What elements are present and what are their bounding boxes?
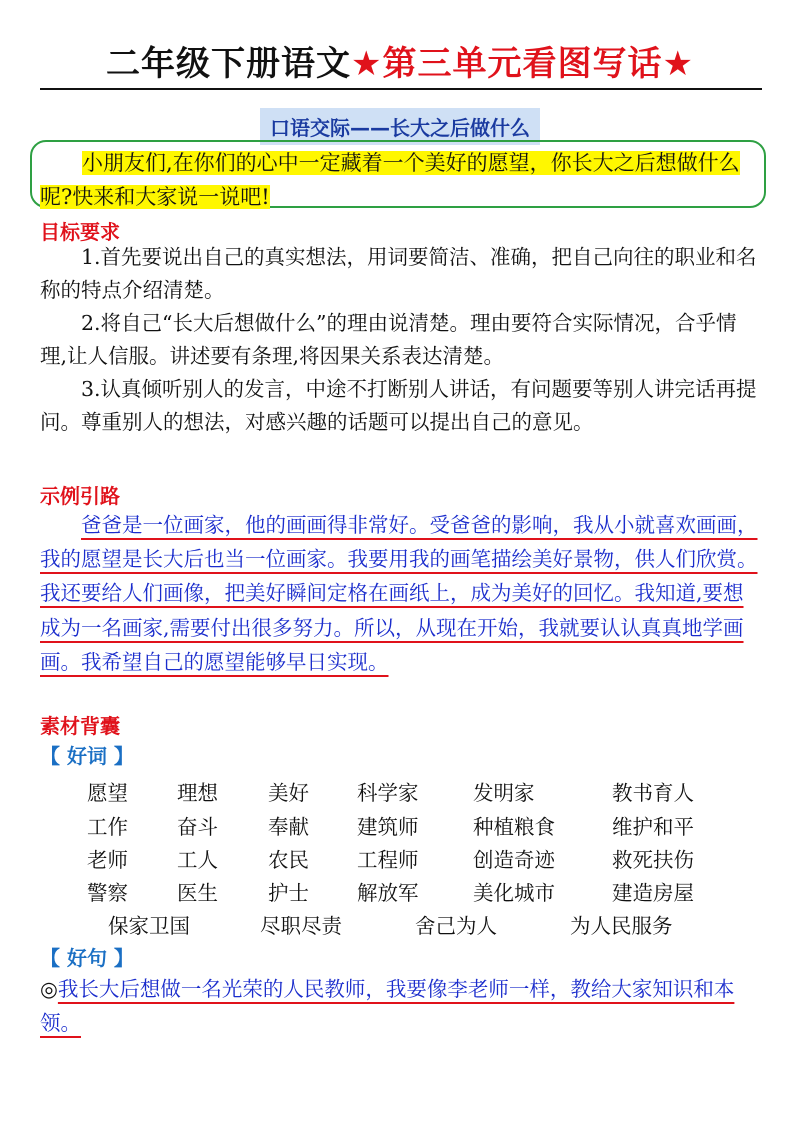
word-item: 救死扶伤 bbox=[612, 848, 694, 872]
word-item: 美好 bbox=[268, 781, 309, 805]
word-item: 解放军 bbox=[357, 881, 419, 905]
goal-item-2: 2.将自己“长大后想做什么”的理由说清楚。理由要符合实际情况，合乎情理,让人信服。讲述要有条理,将因果关系表达清楚。 bbox=[40, 311, 737, 368]
word-item: 建造房屋 bbox=[612, 881, 694, 905]
word-item: 科学家 bbox=[357, 781, 419, 805]
word-item: 尽职尽责 bbox=[260, 914, 342, 938]
title-grade: 二年级下册语文 bbox=[106, 44, 352, 84]
intro-text bbox=[40, 146, 762, 214]
title-unit: ★第三单元看图写话★ bbox=[351, 44, 694, 84]
word-item: 保家卫国 bbox=[108, 914, 190, 938]
good-sentence bbox=[40, 972, 762, 1040]
word-item: 工作 bbox=[87, 815, 128, 839]
word-item: 种植粮食 bbox=[473, 815, 555, 839]
intro-highlight: 小朋友们,在你们的心中一定藏着一个美好的愿望，你长大之后想做什么呢?快来和大家说一说吧! bbox=[40, 151, 740, 209]
word-item: 维护和平 bbox=[612, 815, 694, 839]
word-item: 发明家 bbox=[473, 781, 535, 805]
word-item: 农民 bbox=[268, 848, 309, 872]
word-item: 建筑师 bbox=[357, 815, 419, 839]
word-item: 理想 bbox=[177, 781, 218, 805]
materials-heading: 素材背囊 bbox=[40, 714, 120, 738]
page-title bbox=[0, 36, 800, 85]
title-divider bbox=[40, 88, 762, 90]
example-paragraph bbox=[40, 508, 762, 679]
word-item: 护士 bbox=[268, 881, 309, 905]
word-item: 工人 bbox=[177, 848, 218, 872]
goal-item-3: 3.认真倾听别人的发言，中途不打断别人讲话，有问题要等别人讲完话再提问。尊重别人的想法，对感兴趣的话题可以提出自己的意见。 bbox=[40, 377, 757, 434]
word-item: 警察 bbox=[87, 881, 128, 905]
word-item: 工程师 bbox=[357, 848, 419, 872]
section-subtitle: 口语交际——长大之后做什么 bbox=[260, 108, 540, 145]
word-item: 医生 bbox=[177, 881, 218, 905]
goals-heading: 目标要求 bbox=[40, 220, 120, 244]
word-item: 奉献 bbox=[268, 815, 309, 839]
word-item: 老师 bbox=[87, 848, 128, 872]
word-item: 奋斗 bbox=[177, 815, 218, 839]
example-text: 爸爸是一位画家，他的画画得非常好。受爸爸的影响，我从小就喜欢画画，我的愿望是长大后也当一位画家。我要用我的画笔描绘美好景物，供人们欣赏。我还要给人们画像，把美好瞬间定格在画纸上，成为美好的回忆。我知道,要想成为一名画家,需要付出很多努力。所以，从现在开始，我就要认认真真地学画画。我希望自己的愿望能够早日实现。 bbox=[40, 513, 758, 674]
goals-list bbox=[40, 241, 762, 439]
word-item: 舍己为人 bbox=[415, 914, 497, 938]
sentence-text: 我长大后想做一名光荣的人民教师，我要像李老师一样，教给大家知识和本领。 bbox=[40, 977, 735, 1035]
word-item: 美化城市 bbox=[473, 881, 555, 905]
word-item: 教书育人 bbox=[612, 781, 694, 805]
word-item: 愿望 bbox=[87, 781, 128, 805]
good-words-label: 【 好词 】 bbox=[40, 744, 134, 768]
word-item: 为人民服务 bbox=[570, 914, 673, 938]
good-sentences-label: 【 好句 】 bbox=[40, 946, 134, 970]
example-heading: 示例引路 bbox=[40, 484, 120, 508]
goal-item-1: 1.首先要说出自己的真实想法，用词要简洁、准确，把自己向往的职业和名称的特点介绍清楚。 bbox=[40, 245, 757, 302]
word-item: 创造奇迹 bbox=[473, 848, 555, 872]
bullet-mark: ◎ bbox=[40, 977, 58, 1001]
